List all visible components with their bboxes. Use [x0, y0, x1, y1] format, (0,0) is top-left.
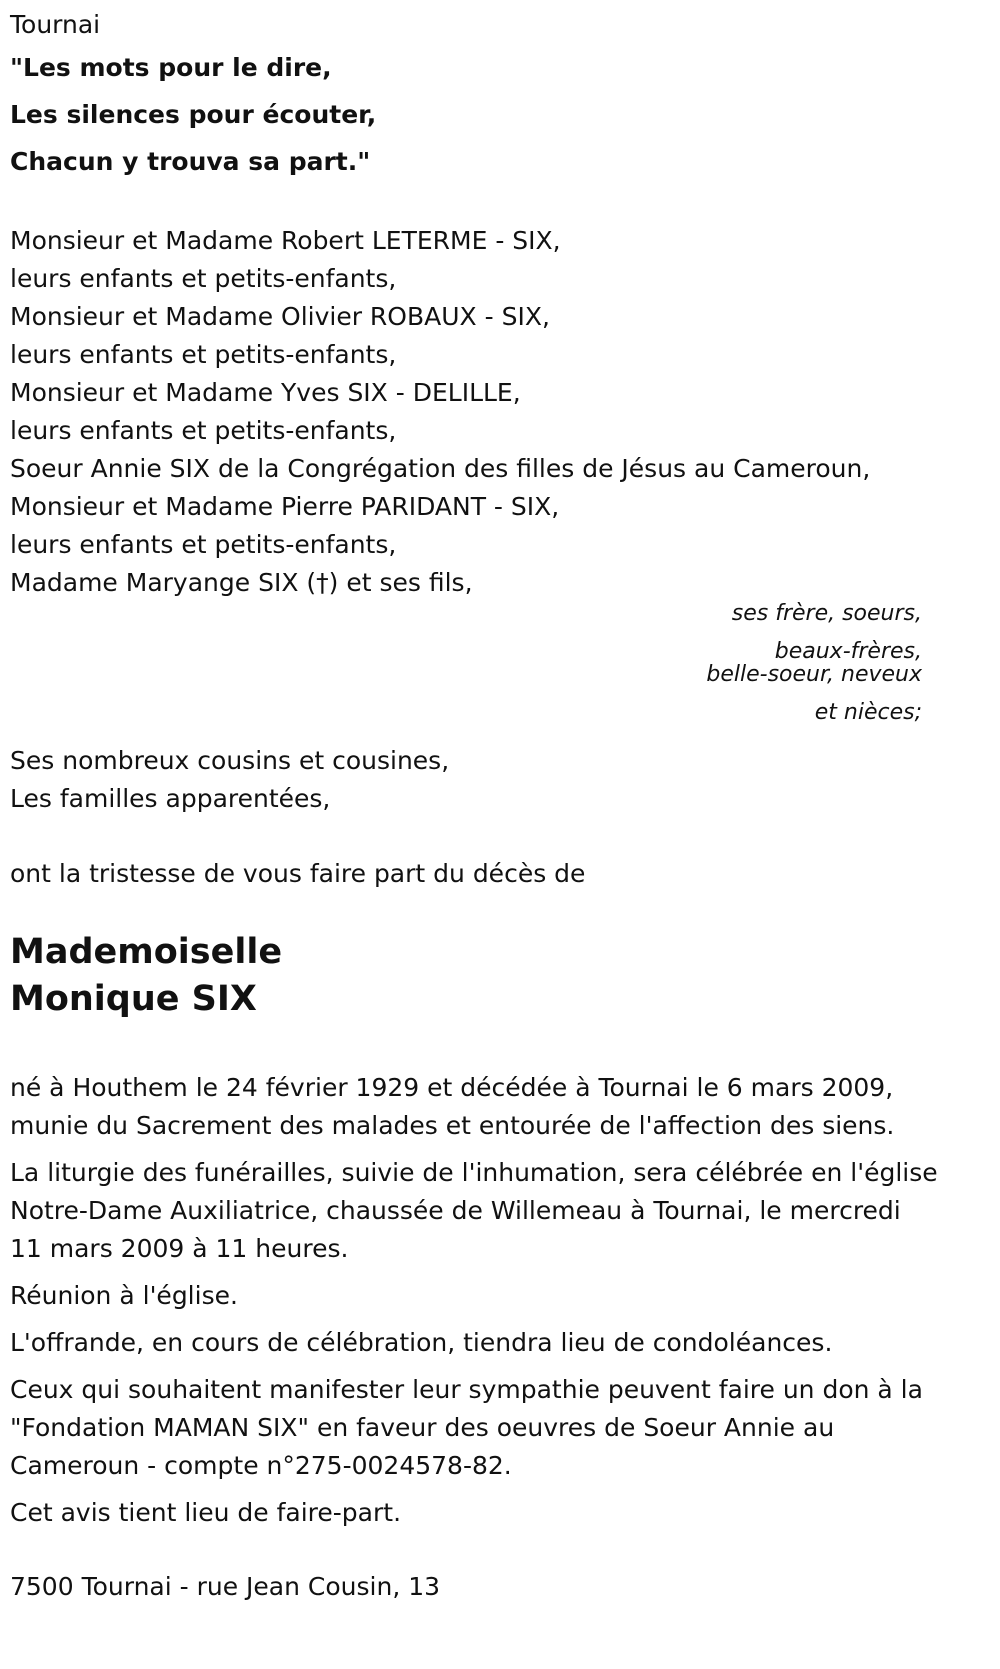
- family-line: leurs enfants et petits-enfants,: [10, 340, 397, 369]
- relation-line: belle-soeur, neveux: [706, 662, 922, 687]
- family-line: leurs enfants et petits-enfants,: [10, 416, 397, 445]
- relation-line: beaux-frères,: [774, 639, 922, 664]
- spacer: [10, 893, 990, 929]
- birth-death-paragraph: né à Houthem le 24 février 1929 et décédée à Tournai le 6 mars 2009, munie du Sacrement des malades et entourée de l'affection des siens.: [10, 1073, 895, 1140]
- spacer: [10, 818, 990, 855]
- address: 7500 Tournai - rue Jean Cousin, 13: [10, 1572, 441, 1601]
- family-line: Monsieur et Madame Pierre PARIDANT - SIX,: [10, 492, 560, 521]
- quote-line: Chacun y trouva sa part.": [10, 147, 371, 176]
- family-line: Madame Maryange SIX (†) et ses fils,: [10, 568, 473, 597]
- donation-paragraph: Ceux qui souhaitent manifester leur sympathie peuvent faire un don à la "Fondation MAMAN SIX" en faveur des oeuvres de Soeur Annie au Cameroun - compte n°275-0024578-82.: [10, 1375, 923, 1480]
- deceased-name: Monique SIX: [10, 979, 257, 1019]
- family-list: [10, 222, 990, 602]
- family-line: Monsieur et Madame Yves SIX - DELILLE,: [10, 378, 521, 407]
- relation-line: et nièces;: [814, 700, 922, 725]
- others-line: Les familles apparentées,: [10, 784, 331, 813]
- family-line: Monsieur et Madame Olivier ROBAUX - SIX,: [10, 302, 550, 331]
- location: Tournai: [10, 10, 101, 39]
- spacer: [10, 1023, 990, 1069]
- details: [10, 1069, 990, 1532]
- quote-line: Les silences pour écouter,: [10, 100, 377, 129]
- deceased-title: Mademoiselle: [10, 932, 283, 972]
- others-list: [10, 742, 990, 818]
- relation-line: ses frère, soeurs,: [731, 601, 922, 626]
- spacer: [10, 185, 990, 222]
- family-line: leurs enfants et petits-enfants,: [10, 264, 397, 293]
- others-line: Ses nombreux cousins et cousines,: [10, 746, 450, 775]
- spacer: [10, 1532, 990, 1568]
- notice-paragraph: Cet avis tient lieu de faire-part.: [10, 1498, 402, 1527]
- spacer: [10, 724, 990, 742]
- family-line: leurs enfants et petits-enfants,: [10, 530, 397, 559]
- quote-block: [10, 44, 990, 185]
- funeral-paragraph: La liturgie des funérailles, suivie de l'inhumation, sera célébrée en l'église Notre-Dame Auxiliatrice, chaussée de Willemeau à Tournai, le mercredi 11 mars 2009 à 11 heures.: [10, 1158, 938, 1263]
- family-line: Monsieur et Madame Robert LETERME - SIX,: [10, 226, 561, 255]
- gathering-paragraph: Réunion à l'église.: [10, 1281, 238, 1310]
- family-line: Soeur Annie SIX de la Congrégation des filles de Jésus au Cameroun,: [10, 454, 871, 483]
- deceased-name-block: [10, 929, 990, 1023]
- offering-paragraph: L'offrande, en cours de célébration, tiendra lieu de condoléances.: [10, 1328, 833, 1357]
- announcement: ont la tristesse de vous faire part du décès de: [10, 859, 586, 888]
- relation-block: [10, 602, 990, 724]
- quote-line: "Les mots pour le dire,: [10, 53, 332, 82]
